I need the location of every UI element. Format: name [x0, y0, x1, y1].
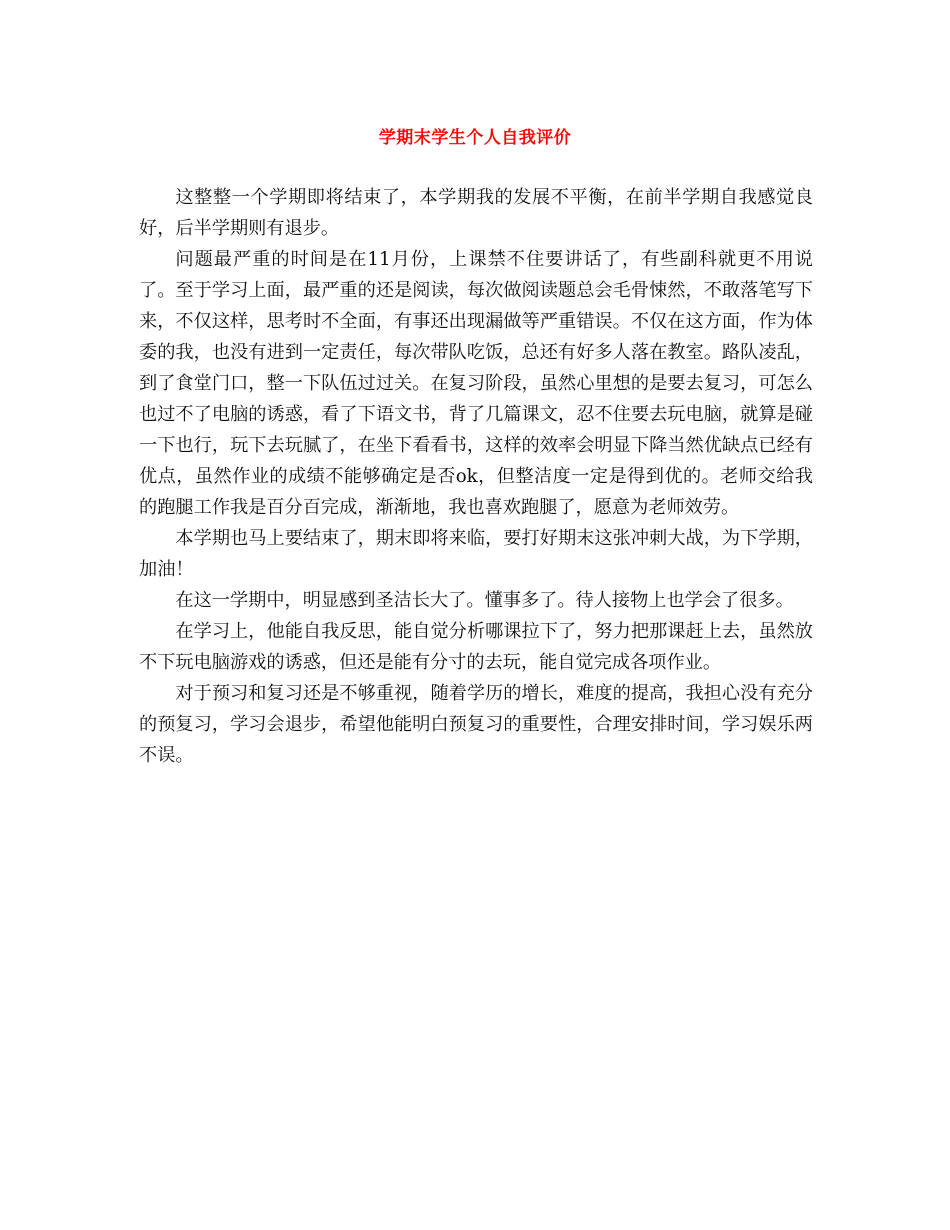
document-body — [139, 182, 813, 771]
document-title: 学期末学生个人自我评价 — [378, 128, 572, 148]
paragraph-2: 问题最严重的时间是在11月份，上课禁不住要讲话了，有些副科就更不用说了。至于学习上面，最严重的还是阅读，每次做阅读题总会毛骨悚然，不敢落笔写下来，不仅这样，思考时不全面，有事还出现漏做等严重错误。不仅在这方面，作为体委的我，也没有进到一定责任，每次带队吃饭，总还有好多人落在教室。路队凌乱，到了食堂门口，整一下队伍过过关。在复习阶段，虽然心里想的是要去复习，可怎么也过不了电脑的诱惑，看了下语文书，背了几篇课文，忍不住要去玩电脑，就算是碰一下也行，玩下去玩腻了，在坐下看看书，这样的效率会明显下降当然优缺点已经有优点，虽然作业的成绩不能够确定是否ok，但整洁度一定是得到优的。老师交给我的跑腿工作我是百分百完成，渐渐地，我也喜欢跑腿了，愿意为老师效劳。 — [139, 249, 813, 518]
paragraph-3: 本学期也马上要结束了，期末即将来临，要打好期末这张冲刺大战，为下学期，加油！ — [139, 528, 813, 580]
paragraph-1: 这整整一个学期即将结束了，本学期我的发展不平衡，在前半学期自我感觉良好，后半学期则有退步。 — [139, 187, 813, 239]
paragraph-5: 在学习上，他能自我反思，能自觉分析哪课拉下了，努力把那课赶上去，虽然放不下玩电脑游戏的诱惑，但还是能有分寸的去玩，能自觉完成各项作业。 — [139, 621, 813, 673]
paragraph-4: 在这一学期中，明显感到圣洁长大了。懂事多了。待人接物上也学会了很多。 — [175, 590, 794, 611]
paragraph-6: 对于预习和复习还是不够重视，随着学历的增长，难度的提高，我担心没有充分的预复习，学习会退步，希望他能明白预复习的重要性，合理安排时间，学习娱乐两不误。 — [139, 683, 813, 766]
